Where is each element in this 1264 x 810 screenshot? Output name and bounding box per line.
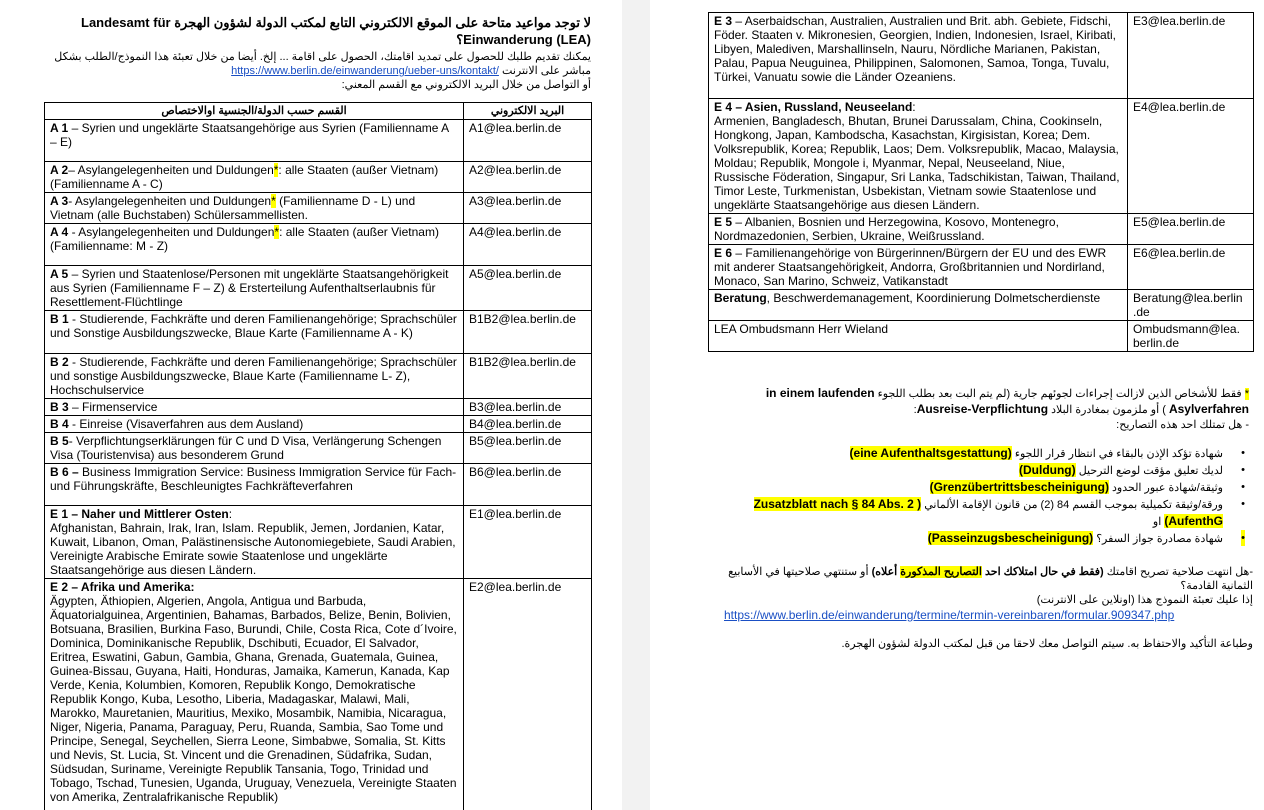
section-text: E 4 – Asien, Russland, Neuseeland [714,100,913,114]
section-cell [709,321,1128,352]
table-row [45,416,592,433]
email-cell: A5@lea.berlin.de [464,266,592,311]
title-german-2: Einwanderung (LEA) [463,32,591,47]
table-header [45,103,592,120]
table-row [45,506,592,579]
permit-item [708,496,1253,530]
email-cell: A3@lea.berlin.de [464,193,592,224]
q-bold: (فقط في حال امتلاكك احد [985,566,1104,578]
section-text: E 2 – Afrika und Amerika: [50,580,195,594]
email-cell: E6@lea.berlin.de [1128,245,1254,290]
section-cell [709,13,1128,99]
email-cell: B3@lea.berlin.de [464,399,592,416]
table-row [709,245,1254,290]
section-text: : Afghanistan, Bahrain, Irak, Iran, Islam. Republik, Jemen, Jordanien, Katar, Kuwait, Libanon, Oman, Palästinensische Autonomiegebiete, Saudi Arabien, Vereinigte Arabische Emirate sowie Staatenlose und ungeklärte Staatsangehörige aus diesen Ländern. [50,507,456,577]
intro-text-2: أو التواصل من خلال البريد الالكتروني مع القسم المعني: [341,79,591,91]
section-text: * [274,225,280,239]
expiry-question [708,565,1253,607]
email-cell: E5@lea.berlin.de [1128,214,1254,245]
section-text: B 3 [50,400,69,414]
section-text: – Syrien und Staatenlose/Personen mit ungeklärte Staatsangehörigkeit aus Syrien (Familienname F – Z) & Ersterteilung Aufenthaltserlaubnis für Resettlement-Flüchtlinge [50,267,449,309]
table-row [45,354,592,399]
q-highlight: التصاريح المذكورة [900,566,982,578]
section-text: A 4 [50,225,69,239]
section-cell [45,311,464,354]
note-question: - هل تمتلك احد هذه التصاريح: [1116,419,1249,431]
section-cell [45,433,464,464]
section-text: – Aserbaidschan, Australien, Australien und Brit. abh. Gebiete, Fidschi, Föder. Staaten v. Mikronesien, Georgien, Indien, Indonesien, Israel, Kiribati, Libyen, Malediven, Marshallinseln, Nauru, Nördliche Marianen, Pakistan, Palau, Papua Neuguinea, Philippinen, Salomonen, Samoa, Tonga, Tuvalu, Türkei, Vanuatu sowie die Länder Ozeaniens. [714,14,1116,84]
section-text: E 6 [714,246,733,260]
intro-text: يمكنك تقديم طلبك للحصول على تمديد اقامتك، الحصول على اقامة ... إلخ. أيضا من خلال تعبئة هذا النموذج/الطلب بشكل مباشر على الانترنت [54,51,591,77]
email-cell: B1B2@lea.berlin.de [464,311,592,354]
section-text: (Familienname D - L) und Vietnam (alle Buchstaben) Schülersammellisten. [50,194,416,222]
permit-ar: ورقة/وثيقة تكميلية بموجب القسم 84 (2) من قانون الإقامة الألماني [924,499,1223,511]
section-cell [45,506,464,579]
permit-de: (Duldung) [1018,463,1076,477]
section-text: A 3 [50,194,69,208]
permit-de: (Passeinzugsbescheinigung) [927,531,1094,545]
section-text: , Beschwerdemanagement, Koordinierung Dolmetscherdienste [766,291,1101,305]
section-text: - Verpflichtungserklärungen für C und D Visa, Verlängerung Schengen Visa (Touristenvisa) aus besonderem Grund [50,434,442,462]
note-text: فقط للأشخاص الذين لازالت إجراءات لجوئهم جارية (لم يتم البت بعد بطلب اللجوء [877,388,1242,400]
page-1-column [44,14,591,810]
permit-de: (Grenzübertrittsbescheinigung) [929,480,1109,494]
permit-ar: شهادة مصادرة جواز السفر؟ [1096,533,1223,545]
email-cell: E2@lea.berlin.de [464,579,592,810]
permit-or: او [1152,516,1162,528]
table-row [45,464,592,506]
table-row [709,99,1254,214]
table-row [45,579,592,810]
table-row [45,224,592,266]
q-bold-2: أعلاه) [871,566,898,578]
section-text: Ägypten, Äthiopien, Algerien, Angola, Antigua und Barbuda, Äquatorialguinea, Argentinien, Bahamas, Barbados, Belize, Benin, Bolivien, Botsuana, Brasilien, Burkina Faso, Burundi, Chile, Costa Rica, Cote d´Ivoire, Dominica, Dominikanische Republik, Dschibuti, Ecuador, El Salvador, Eritrea, Eswatini, Gabun, Gambia, Ghana, Grenada, Guatemala, Guinea, Guinea-Bissau, Guyana, Haiti, Honduras, Jamaika, Kamerun, Kanada, Kap Verde, Kenia, Kolumbien, Komoren, Republik Kongo, Demokratische Republik Kongo, Kuba, Lesotho, Liberia, Madagaskar, Malawi, Mali, Marokko, Mauretanien, Mauritius, Mexiko, Mosambik, Namibia, Nicaragua, Niger, Nigeria, Panama, Paraguay, Peru, Ruanda, Sambia, Sao Tome und Principe, Senegal, Seychellen, Sierra Leone, Simbabwe, Somalia, St. Kitts und Nevis, St. Lucia, St. Vincent und die Grenadinen, Südafrika, Sudan, Südsudan, Suriname, Vereinigte Republik Tansania, Togo, Trinidad und Tobago, Tschad, Tunesien, Uganda, Uruguay, Venezuela, Vereinigte Staaten von Amerika, Zentralafrikanische Republik) [50,594,457,804]
section-text: – Asylangelegenheiten und Duldungen [68,163,274,177]
page-title [44,14,591,48]
header-section: القسم حسب الدولة/الجنسية اوالاختصاص [45,103,464,120]
section-text: : alle Staaten (außer Vietnam) (Familienname: M - Z) [50,225,439,253]
section-cell [45,579,464,810]
section-text: A 5 [50,267,69,281]
email-cell: A2@lea.berlin.de [464,162,592,193]
permit-de: ( Zusatzblatt nach § 84 Abs. 2 AufenthG) [753,497,1223,528]
section-text: - Studierende, Fachkräfte und deren Familienangehörige; Sprachschüler und Sonstige Ausbildungszwecke, Blaue Karte (Familienname A - K) [50,312,457,340]
section-cell [45,416,464,433]
email-cell: E3@lea.berlin.de [1128,13,1254,99]
bullet-icon: • [1241,532,1245,544]
section-text: : Armenien, Bangladesch, Bhutan, Brunei Darussalam, China, Cookinseln, Hongkong, Japan, Kambodscha, Kasachstan, Kirgisistan, Korea; Dem. Volksrepublik, Korea; Republik, Laos; Dem. Volksrepublik, Macao, Malaysia, Moldau; Republik, Mongole i, Myanmar, Nepal, Neuseeland, Niue, Russische Föderation, Singapur, Sri Lanka, Tadschikistan, Taiwan, Thailand, Timor Leste, Turkmenistan, Usbekistan, Vietnam sowie Staatenlose und ungeklärte Staatsangehörige aus diesen Ländern. [714,100,1120,212]
section-cell [709,214,1128,245]
asylum-note: * فقط للأشخاص الذين لازالت إجراءات لجوئهم جارية (لم يتم البت بعد بطلب اللجوء in einem laufenden Asylverfahren ) أو ملزمون بمغادرة البلاد Ausreise-Verpflichtung: - هل تمتلك احد هذه التصاريح: [765,386,1249,431]
note-german: in einem laufenden Asylverfahren [765,386,1249,416]
header-email: البريد الالكتروني [464,103,592,120]
note-text-2: ) أو ملزمون بمغادرة البلاد [1051,404,1166,416]
email-cell: B6@lea.berlin.de [464,464,592,506]
permit-item [708,530,1253,547]
section-text: – Syrien und ungeklärte Staatsangehörige aus Syrien (Familienname A – E) [50,121,449,149]
email-cell: B5@lea.berlin.de [464,433,592,464]
title-arabic: لا توجد مواعيد متاحة على الموقع الالكتروني التابع لمكتب الدولة لشؤون الهجرة [174,15,591,30]
note-asterisk: * [1244,388,1249,400]
table-row [45,311,592,354]
permit-ar: شهادة تؤكد الإذن بالبقاء في انتظار قرار اللجوء [1014,448,1223,460]
title-q: ؟ [456,32,464,47]
email-cell: E1@lea.berlin.de [464,506,592,579]
permit-ar: لديك تعليق مؤقت لوضع الترحيل [1078,465,1223,477]
section-text: - Asylangelegenheiten und Duldungen [68,225,275,239]
section-text: A 2 [50,163,69,177]
section-text: - Asylangelegenheiten und Duldungen [68,194,272,208]
permit-item [708,462,1253,479]
section-cell [45,354,464,399]
table-row [709,290,1254,321]
contact-link[interactable]: https://www.berlin.de/einwanderung/ueber-uns/kontakt/ [231,65,499,77]
page-2 [650,0,1264,810]
section-text: – Firmenservice [68,400,158,414]
bullet-icon: • [1241,464,1245,476]
section-text: B 2 [50,355,69,369]
section-cell [45,464,464,506]
appointment-form-link[interactable]: https://www.berlin.de/einwanderung/termine/termin-vereinbaren/formular.909347.php [724,608,1175,622]
section-text: E 1 – Naher und Mittlerer Osten [50,507,229,521]
section-text: A 1 [50,121,69,135]
closing-text: وطباعة التأكيد والاحتفاظ به. سيتم التواصل معك لاحقا من قبل لمكتب الدولة لشؤون الهجرة. [841,638,1253,650]
section-cell [45,120,464,162]
permit-item [708,445,1253,462]
table-row [45,433,592,464]
section-text: - Studierende, Fachkräfte und deren Familienangehörige; Sprachschüler und sonstige Ausbildungszwecke, Blaue Karte (Familienname L- Z), Hochschulservice [50,355,457,397]
table-row [45,193,592,224]
permit-list [708,445,1253,547]
section-text: E 3 [714,14,733,28]
section-text: – Albanien, Bosnien und Herzegowina, Kosovo, Montenegro, Nordmazedonien, Serbien, Ukraine, Weißrussland. [714,215,1059,243]
table-row [709,214,1254,245]
page-2-column [708,12,1253,651]
page-1 [0,0,622,810]
table-row [45,120,592,162]
section-text: * [271,194,276,208]
email-cell: Ombudsmann@lea. berlin.de [1128,321,1254,352]
table-row [45,162,592,193]
section-cell [45,266,464,311]
permit-ar: وثيقة/شهادة عبور الحدود [1112,482,1223,494]
note-german-2: Ausreise-Verpflichtung [916,402,1049,416]
section-text: Business Immigration Service: Business Immigration Service für Fach- und Führungskräfte, Beschleunigtes Fachkräfteverfahren [50,465,457,493]
table-row [45,266,592,311]
section-text: B 4 [50,417,69,431]
section-text: Beratung [714,291,767,305]
section-cell [45,193,464,224]
section-cell [45,162,464,193]
section-cell [709,290,1128,321]
section-text: LEA Ombudsmann Herr Wieland [714,322,889,336]
department-table [44,102,592,810]
section-text: - Einreise (Visaverfahren aus dem Ausland) [68,417,304,431]
section-text: B 5 [50,434,69,448]
bullet-icon: • [1241,481,1245,493]
section-text: B 6 – [50,465,79,479]
q-text-2: أو ستنتهي صلاحيتها في الأسابيع الثمانية القادمة؟ [728,566,1253,592]
email-cell: E4@lea.berlin.de [1128,99,1254,214]
email-cell: Beratung@lea.berlin .de [1128,290,1254,321]
section-cell [45,224,464,266]
email-cell: A1@lea.berlin.de [464,120,592,162]
section-cell [709,245,1128,290]
section-text: E 5 [714,215,733,229]
section-cell [709,99,1128,214]
email-cell: B4@lea.berlin.de [464,416,592,433]
bullet-icon: • [1241,447,1245,459]
title-german-1: Landesamt für [81,15,171,30]
section-text: B 1 [50,312,69,326]
q-text-3: إذا عليك تعبئة النموذج هذا (اونلاين على الانترنت) [1036,594,1253,606]
intro [44,50,591,92]
bullet-icon: • [1241,498,1245,510]
permit-de: (eine Aufenthaltsgestattung) [849,446,1012,460]
email-cell: A4@lea.berlin.de [464,224,592,266]
table-row [45,399,592,416]
section-text: – Familienangehörige von Bürgerinnen/Bürgern der EU und des EWR mit anderer Staatsangehörigkeit, Andorra, Großbritannien und Nordirland, Monaco, San Marino, Schweiz, Vatikanstadt [714,246,1107,288]
permit-item [708,479,1253,496]
department-table-continued [708,12,1254,352]
section-text: * [273,163,279,177]
table-row [709,13,1254,99]
table-row [709,321,1254,352]
section-cell [45,399,464,416]
email-cell: B1B2@lea.berlin.de [464,354,592,399]
q-text: -هل انتهت صلاحية تصريح اقامتك [1106,566,1253,578]
section-text: : alle Staaten (außer Vietnam) (Familienname A - C) [50,163,439,191]
